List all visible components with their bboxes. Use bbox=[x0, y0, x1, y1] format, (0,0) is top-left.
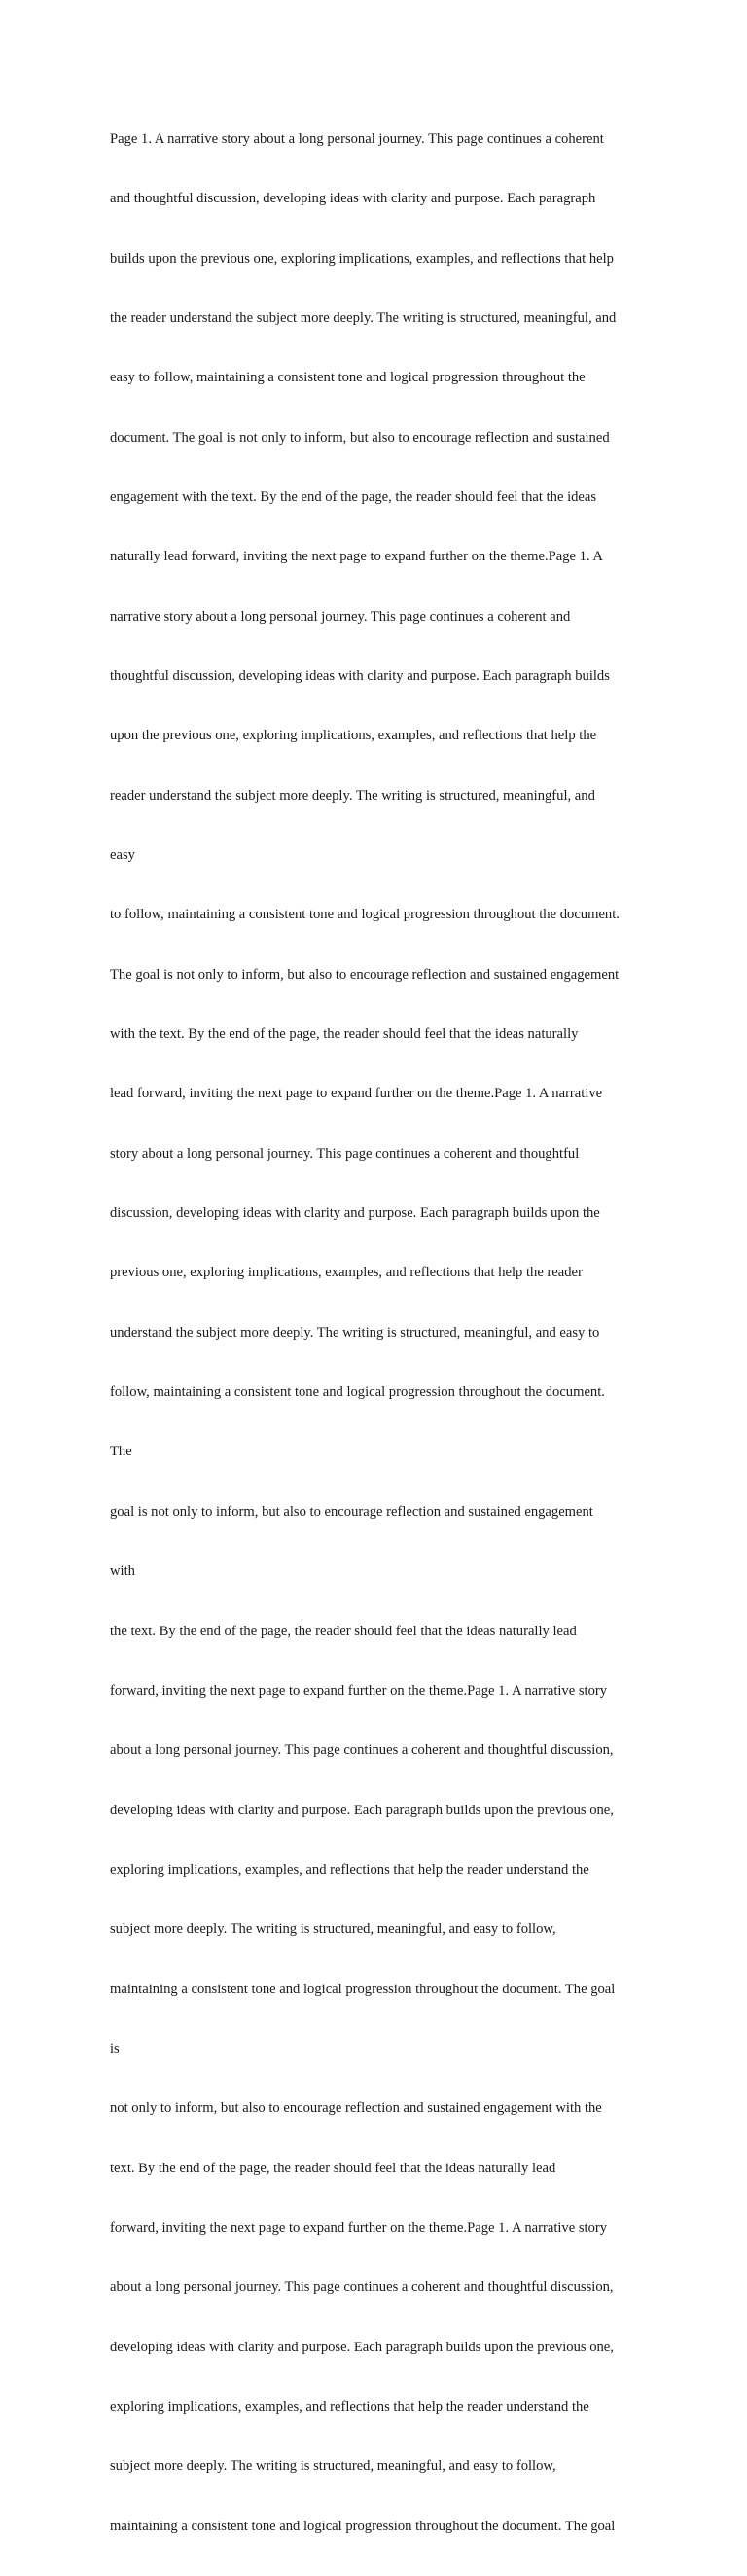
text-line: not only to inform, but also to encourage reflection and sustained engagement with the bbox=[110, 2100, 602, 2117]
text-line: maintaining a consistent tone and logical progression throughout the document. The goal bbox=[110, 2518, 616, 2534]
text-line: forward, inviting the next page to expand further on the theme.Page 1. A narrative story bbox=[110, 1682, 608, 1699]
text-line: story about a long personal journey. This page continues a coherent and thoughtful bbox=[110, 1145, 580, 1162]
text-line: subject more deeply. The writing is structured, meaningful, and easy to follow, bbox=[110, 2458, 556, 2475]
text-line: text. By the end of the page, the reader should feel that the ideas naturally lead bbox=[110, 2160, 556, 2176]
text-line: about a long personal journey. This page continues a coherent and thoughtful discussion, bbox=[110, 2279, 614, 2296]
text-line: The bbox=[110, 1444, 132, 1460]
text-line: the reader understand the subject more deeply. The writing is structured, meaningful, and bbox=[110, 309, 617, 326]
text-line: easy bbox=[110, 847, 135, 864]
text-line: developing ideas with clarity and purpose. Each paragraph builds upon the previous one, bbox=[110, 2339, 614, 2355]
text-line: forward, inviting the next page to expand further on the theme.Page 1. A narrative story bbox=[110, 2219, 608, 2236]
text-line: the text. By the end of the page, the reader should feel that the ideas naturally lead bbox=[110, 1623, 577, 1639]
text-line: narrative story about a long personal journey. This page continues a coherent and bbox=[110, 608, 571, 625]
text-line: follow, maintaining a consistent tone and logical progression throughout the document. bbox=[110, 1384, 605, 1401]
text-line: about a long personal journey. This page continues a coherent and thoughtful discussion, bbox=[110, 1742, 614, 1759]
text-line: is bbox=[110, 2040, 120, 2057]
text-line: easy to follow, maintaining a consistent tone and logical progression throughout the bbox=[110, 370, 586, 386]
text-line: with the text. By the end of the page, the reader should feel that the ideas naturally bbox=[110, 1026, 579, 1043]
text-line: and thoughtful discussion, developing ideas with clarity and purpose. Each paragraph bbox=[110, 191, 596, 207]
text-line: goal is not only to inform, but also to encourage reflection and sustained engagement bbox=[110, 1503, 593, 1520]
text-line: The goal is not only to inform, but also to encourage reflection and sustained engagement bbox=[110, 966, 620, 983]
text-line: builds upon the previous one, exploring implications, examples, and reflections that help bbox=[110, 250, 614, 267]
text-line: lead forward, inviting the next page to expand further on the theme.Page 1. A narrative bbox=[110, 1086, 603, 1102]
text-line: exploring implications, examples, and reflections that help the reader understand the bbox=[110, 1861, 589, 1878]
text-line: understand the subject more deeply. The writing is structured, meaningful, and easy to bbox=[110, 1324, 600, 1341]
text-line: engagement with the text. By the end of the page, the reader should feel that the ideas bbox=[110, 488, 597, 505]
text-line: developing ideas with clarity and purpose. Each paragraph builds upon the previous one, bbox=[110, 1802, 614, 1818]
text-line: discussion, developing ideas with clarity and purpose. Each paragraph builds upon the bbox=[110, 1205, 600, 1222]
text-line: exploring implications, examples, and reflections that help the reader understand the bbox=[110, 2398, 589, 2415]
text-line: previous one, exploring implications, examples, and reflections that help the reader bbox=[110, 1265, 583, 1281]
text-line: Page 1. A narrative story about a long personal journey. This page continues a coherent bbox=[110, 130, 604, 147]
text-line: thoughtful discussion, developing ideas with clarity and purpose. Each paragraph builds bbox=[110, 668, 610, 684]
text-line: document. The goal is not only to inform, but also to encourage reflection and sustained bbox=[110, 429, 610, 446]
text-line: to follow, maintaining a consistent tone and logical progression throughout the document. bbox=[110, 907, 620, 923]
text-line: reader understand the subject more deeply. The writing is structured, meaningful, and bbox=[110, 787, 595, 804]
text-line: subject more deeply. The writing is structured, meaningful, and easy to follow, bbox=[110, 1921, 556, 1938]
text-line: upon the previous one, exploring implications, examples, and reflections that help the bbox=[110, 728, 597, 744]
body-text bbox=[110, 89, 655, 2576]
text-line: naturally lead forward, inviting the next page to expand further on the theme.Page 1. A bbox=[110, 549, 603, 565]
text-line: maintaining a consistent tone and logical progression throughout the document. The goal bbox=[110, 1981, 616, 1997]
text-line: with bbox=[110, 1563, 135, 1580]
